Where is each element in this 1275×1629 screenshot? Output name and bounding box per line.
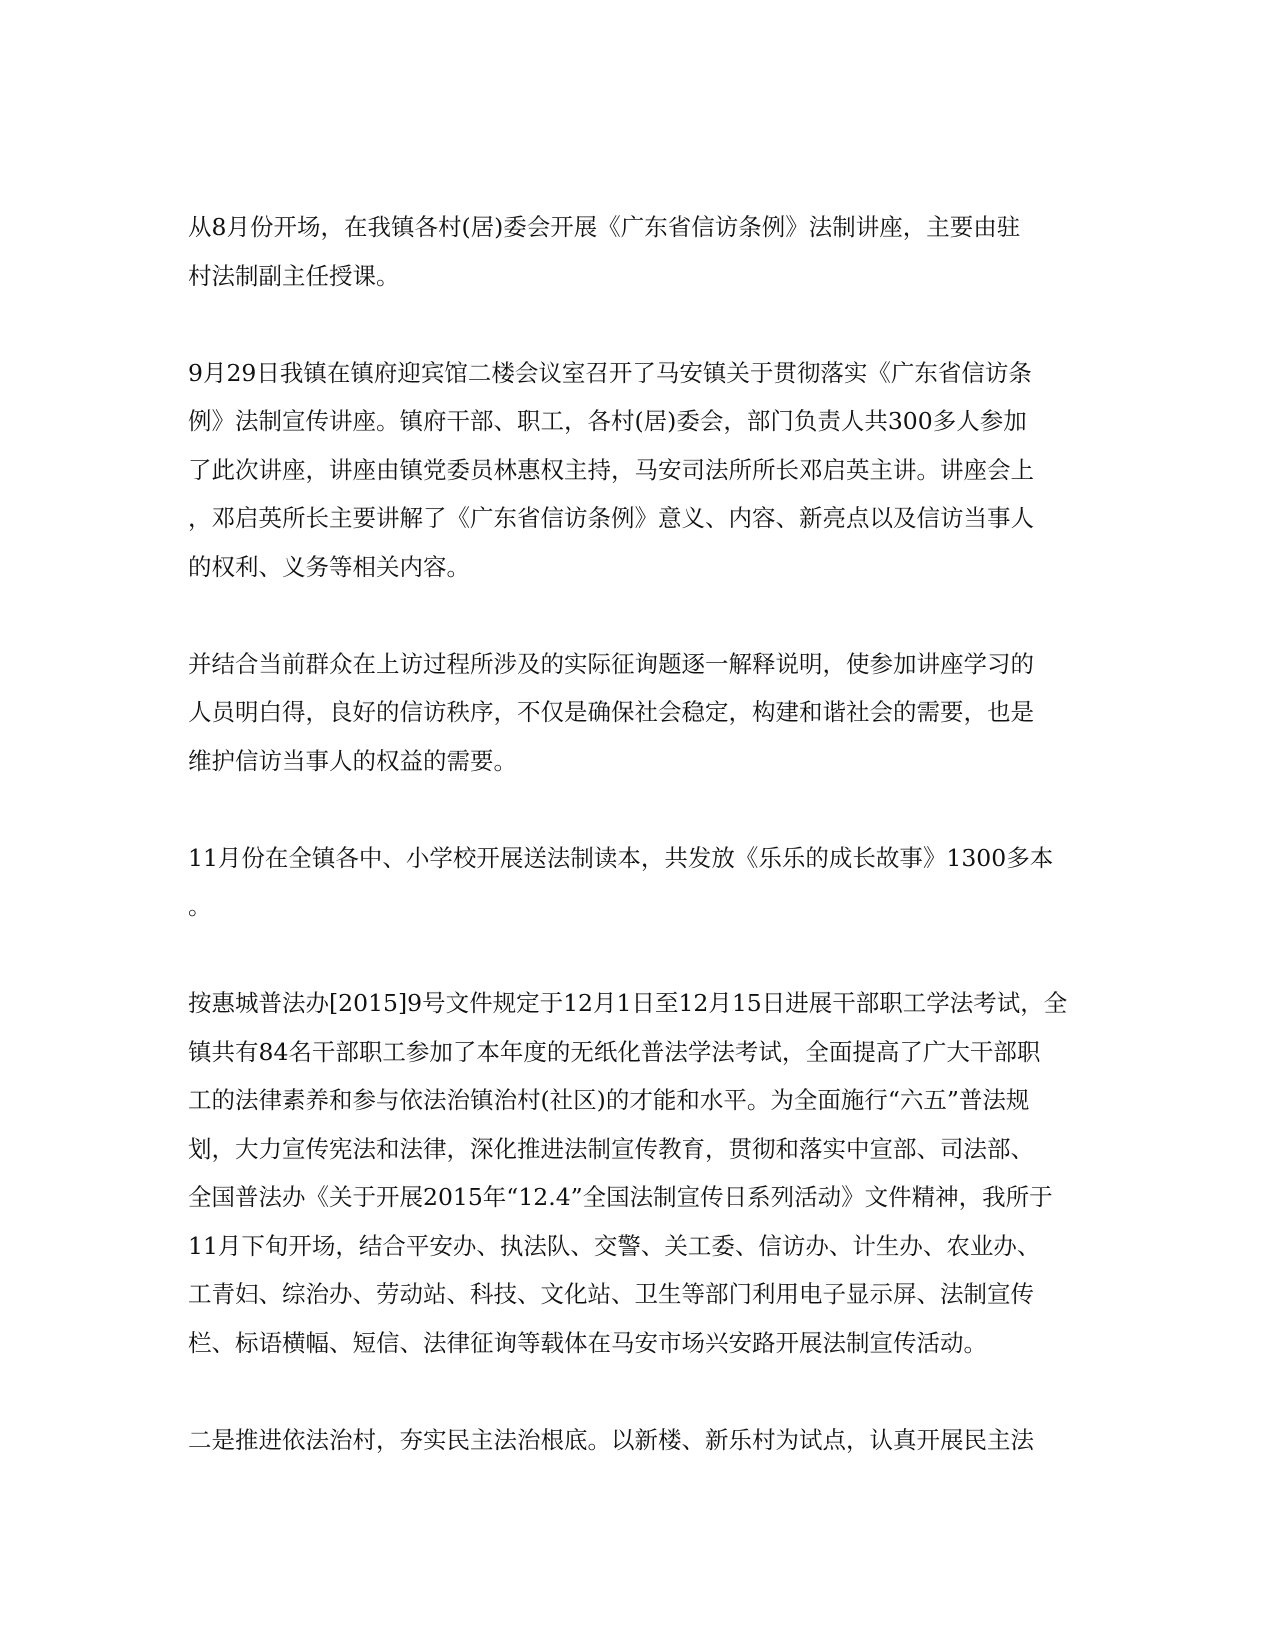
text-line: 按惠城普法办[2015]9号文件规定于12月1日至12月15日进展干部职工学法考试，全 [188,989,1068,1017]
text-line: 划，大力宣传宪法和法律，深化推进法制宣传教育，贯彻和落实中宣部、司法部、 [188,1134,1034,1163]
text-line: 工青妇、综治办、劳动站、科技、文化站、卫生等部门利用电子显示屏、法制宣传 [188,1280,1034,1308]
text-line: 了此次讲座，讲座由镇党委员林惠权主持，马安司法所所长邓启英主讲。讲座会上 [188,455,1034,484]
text-line: 人员明白得，良好的信访秩序，不仅是确保社会稳定，构建和谐社会的需要，也是 [188,698,1034,726]
document-body [188,203,1088,1464]
text-line: 工的法律素养和参与依法治镇治村(社区)的才能和水平。为全面施行“六五”普法规 [188,1086,1030,1114]
text-line: 栏、标语横幅、短信、法律征询等载体在马安市场兴安路开展法制宣传活动。 [188,1328,987,1357]
text-line: 二是推进依法治村，夯实民主法治根底。以新楼、新乐村为试点，认真开展民主法 [188,1425,1034,1454]
paragraph [188,979,1088,1367]
paragraph [188,1416,1088,1465]
text-line: 并结合当前群众在上访过程所涉及的实际征询题逐一解释说明，使参加讲座学习的 [188,649,1034,678]
text-line: 的权利、义务等相关内容。 [188,552,470,581]
paragraph [188,203,1088,300]
text-line: 全国普法办《关于开展2015年“12.4”全国法制宣传日系列活动》文件精神，我所于 [188,1183,1053,1211]
text-line: 。 [188,892,212,920]
text-line: 11月份在全镇各中、小学校开展送法制读本，共发放《乐乐的成长故事》1300多本 [188,843,1054,872]
paragraph [188,640,1088,786]
paragraph-gap [188,785,1088,834]
paragraph-gap [188,300,1088,349]
text-line: 例》法制宣传讲座。镇府干部、职工，各村(居)委会，部门负责人共300多人参加 [188,407,1027,435]
paragraph-gap [188,931,1088,980]
paragraph-gap [188,1367,1088,1416]
text-line: 村法制副主任授课。 [188,261,400,290]
text-line: 维护信访当事人的权益的需要。 [188,746,517,775]
paragraph [188,834,1088,931]
text-line: 从8月份开场，在我镇各村(居)委会开展《广东省信访条例》法制讲座，主要由驻 [188,213,1021,241]
text-line: 9月29日我镇在镇府迎宾馆二楼会议室召开了马安镇关于贯彻落实《广东省信访条 [188,358,1032,387]
paragraph [188,349,1088,592]
text-line: ，邓启英所长主要讲解了《广东省信访条例》意义、内容、新亮点以及信访当事人 [188,504,1034,532]
text-line: 11月下旬开场，结合平安办、执法队、交警、关工委、信访办、计生办、农业办、 [188,1231,1041,1260]
paragraph-gap [188,591,1088,640]
text-line: 镇共有84名干部职工参加了本年度的无纸化普法学法考试，全面提高了广大干部职 [188,1037,1041,1066]
